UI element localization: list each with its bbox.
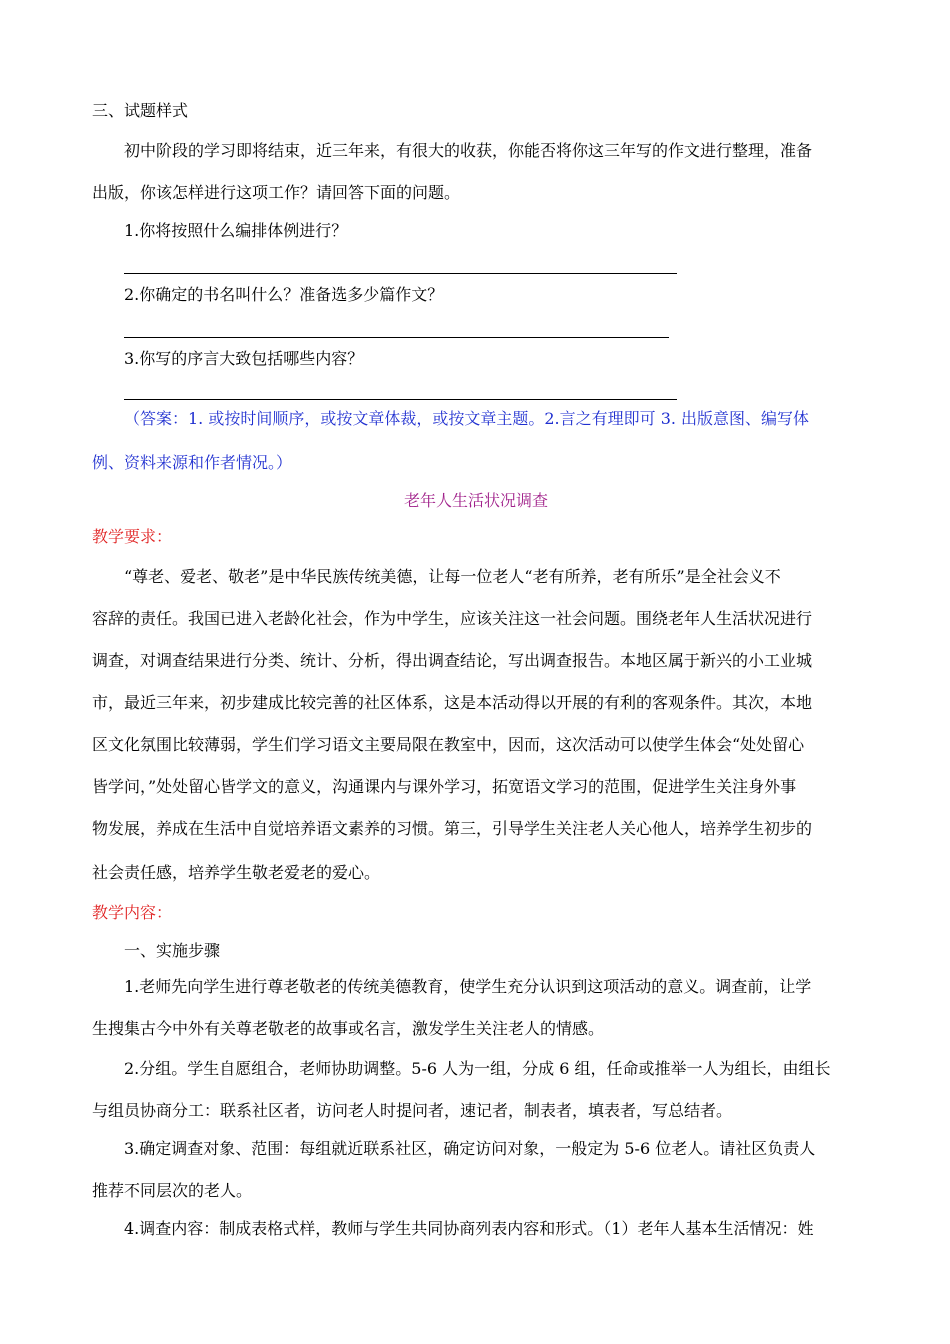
question-2: 2.你确定的书名叫什么？准备选多少篇作文？ bbox=[124, 285, 444, 304]
content-label: 教学内容： bbox=[92, 903, 173, 922]
requirements-line: 市，最近三年来，初步建成比较完善的社区体系，这是本活动得以开展的有利的客观条件。其次，本地 bbox=[92, 693, 813, 712]
intro-paragraph-line: 出版，你该怎样进行这项工作？请回答下面的问题。 bbox=[92, 183, 461, 202]
intro-paragraph-line: 初中阶段的学习即将结束，近三年来，有很大的收获，你能否将你这三年写的作文进行整理，准备 bbox=[124, 141, 813, 160]
steps-heading: 一、实施步骤 bbox=[124, 941, 221, 960]
survey-title: 老年人生活状况调查 bbox=[403, 491, 548, 510]
step-1-line: 1.老师先向学生进行尊老敬老的传统美德教育，使学生充分认识到这项活动的意义。调查前，让学 bbox=[124, 977, 812, 996]
step-3-line: 推荐不同层次的老人。 bbox=[92, 1181, 253, 1200]
step-2-line: 2.分组。学生自愿组合，老师协助调整。5-6 人为一组，分成 6 组，任命或推举一人为组长，由组长 bbox=[124, 1059, 831, 1078]
requirements-line: 区文化氛围比较薄弱，学生们学习语文主要局限在教室中，因而，这次活动可以使学生体会“处处留心 bbox=[92, 735, 805, 754]
requirements-line: 物发展，养成在生活中自觉培养语文素养的习惯。第三，引导学生关注老人关心他人，培养学生初步的 bbox=[92, 819, 813, 838]
answer-key-line: （答案：1. 或按时间顺序，或按文章体裁，或按文章主题。2.言之有理即可 3. 出版意图、编写体 bbox=[124, 409, 810, 428]
step-4-line: 4.调查内容：制成表格式样，教师与学生共同协商列表内容和形式。（1）老年人基本生活情况：姓 bbox=[124, 1219, 814, 1238]
question-3: 3.你写的序言大致包括哪些内容？ bbox=[124, 349, 364, 368]
answer-blank-2[interactable] bbox=[124, 337, 669, 338]
section-heading: 三、试题样式 bbox=[92, 101, 189, 120]
answer-blank-3[interactable] bbox=[124, 399, 677, 400]
requirements-line: 容辞的责任。我国已进入老龄化社会，作为中学生，应该关注这一社会问题。围绕老年人生活状况进行 bbox=[92, 609, 813, 628]
step-1-line: 生搜集古今中外有关尊老敬老的故事或名言，激发学生关注老人的情感。 bbox=[92, 1019, 605, 1038]
question-1: 1.你将按照什么编排体例进行？ bbox=[124, 221, 348, 240]
requirements-label: 教学要求： bbox=[92, 527, 173, 546]
requirements-line: “尊老、爱老、敬老”是中华民族传统美德，让每一位老人“老有所养，老有所乐”是全社会义不 bbox=[124, 567, 781, 586]
answer-blank-1[interactable] bbox=[124, 273, 677, 274]
requirements-line: 调查，对调查结果进行分类、统计、分析，得出调查结论，写出调查报告。本地区属于新兴的小工业城 bbox=[92, 651, 813, 670]
requirements-line: 皆学问，”处处留心皆学文的意义，沟通课内与课外学习，拓宽语文学习的范围，促进学生关注身外事 bbox=[92, 777, 797, 796]
step-2-line: 与组员协商分工：联系社区者，访问老人时提问者，速记者，制表者，填表者，写总结者。 bbox=[92, 1101, 733, 1120]
step-3-line: 3.确定调查对象、范围：每组就近联系社区，确定访问对象，一般定为 5-6 位老人。请社区负责人 bbox=[124, 1139, 816, 1158]
answer-key-line: 例、资料来源和作者情况。） bbox=[92, 453, 293, 472]
requirements-line: 社会责任感，培养学生敬老爱老的爱心。 bbox=[92, 863, 381, 882]
